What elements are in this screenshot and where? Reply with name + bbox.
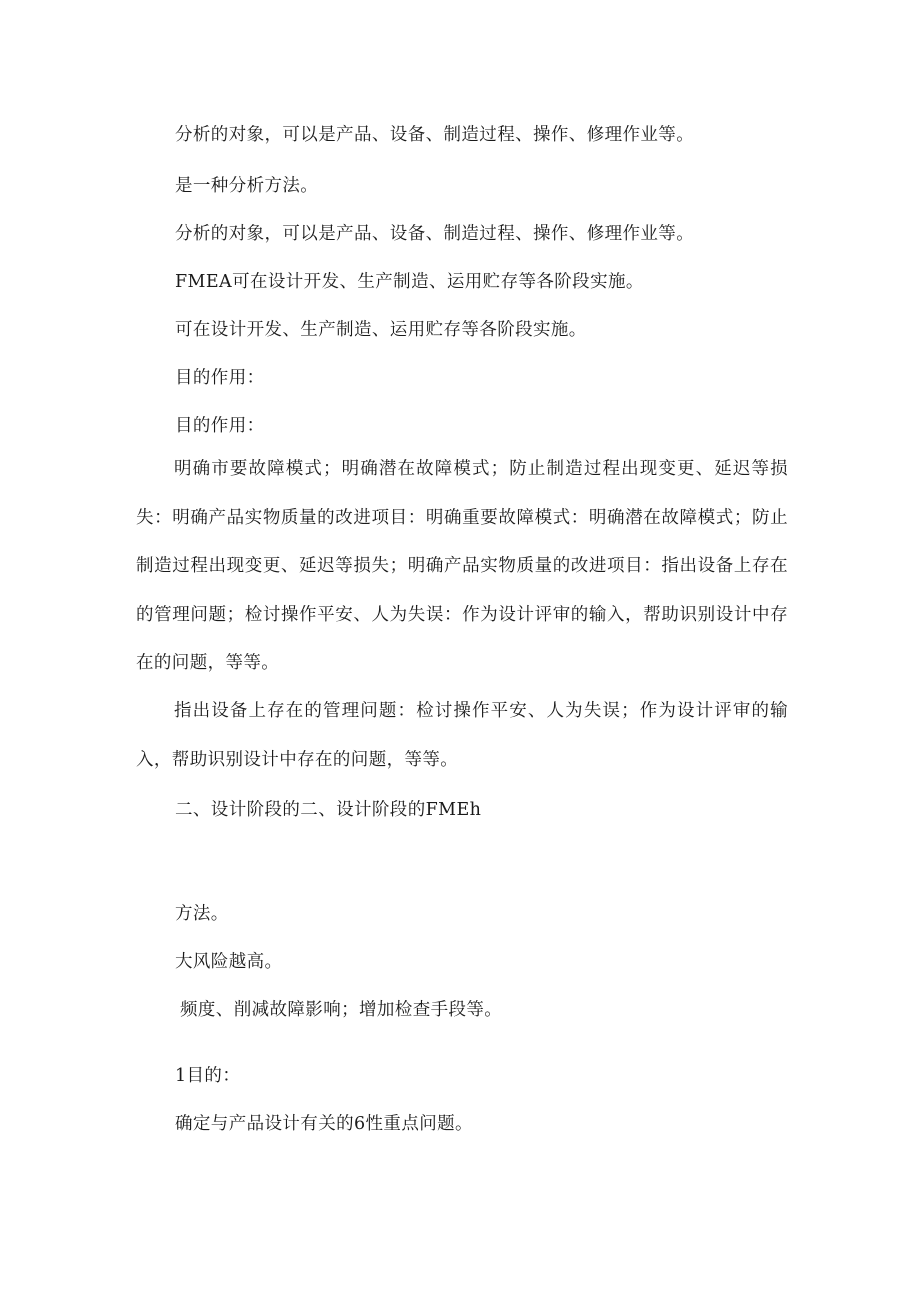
- text-line: 分析的对象，可以是产品、设备、制造过程、操作、修理作业等。: [175, 125, 695, 145]
- text-line: 是一种分析方法。: [175, 176, 319, 196]
- section-heading: 二、设计阶段的二、设计阶段的FMEh: [175, 800, 482, 820]
- text-line: 分析的对象，可以是产品、设备、制造过程、操作、修理作业等。: [175, 224, 695, 244]
- body-paragraph: 指出设备上存在的管理问题：检讨操作平安、人为失误；作为设计评审的输入，帮助识别设计中存在的问题，等等。: [136, 701, 788, 770]
- text-line: FMEA可在设计开发、生产制造、运用贮存等各阶段实施。: [175, 272, 644, 292]
- text-line: 大风险越高。: [175, 952, 283, 972]
- text-line: 方法。: [175, 904, 229, 924]
- text-line: 确定与产品设计有关的6性重点问题。: [175, 1114, 473, 1134]
- text-line: 目的作用：: [175, 368, 265, 388]
- body-paragraph: 明确市要故障模式；明确潜在故障模式；防止制造过程出现变更、延迟等损失：明确产品实物质量的改进项目：明确重要故障模式：明确潜在故障模式；防止制造过程出现变更、延迟等损失；明确产品实物质量的改进项目：指出设备上存在的管理问题；检讨操作平安、人为失误：作为设计评审的输入，帮助识别设计中存在的问题，等等。: [136, 459, 788, 673]
- text-line: 可在设计开发、生产制造、运用贮存等各阶段实施。: [175, 320, 587, 340]
- text-line: 频度、削减故障影响；增加检查手段等。: [180, 1000, 503, 1020]
- text-line: 1目的：: [175, 1066, 241, 1086]
- text-line: 目的作用：: [175, 416, 265, 436]
